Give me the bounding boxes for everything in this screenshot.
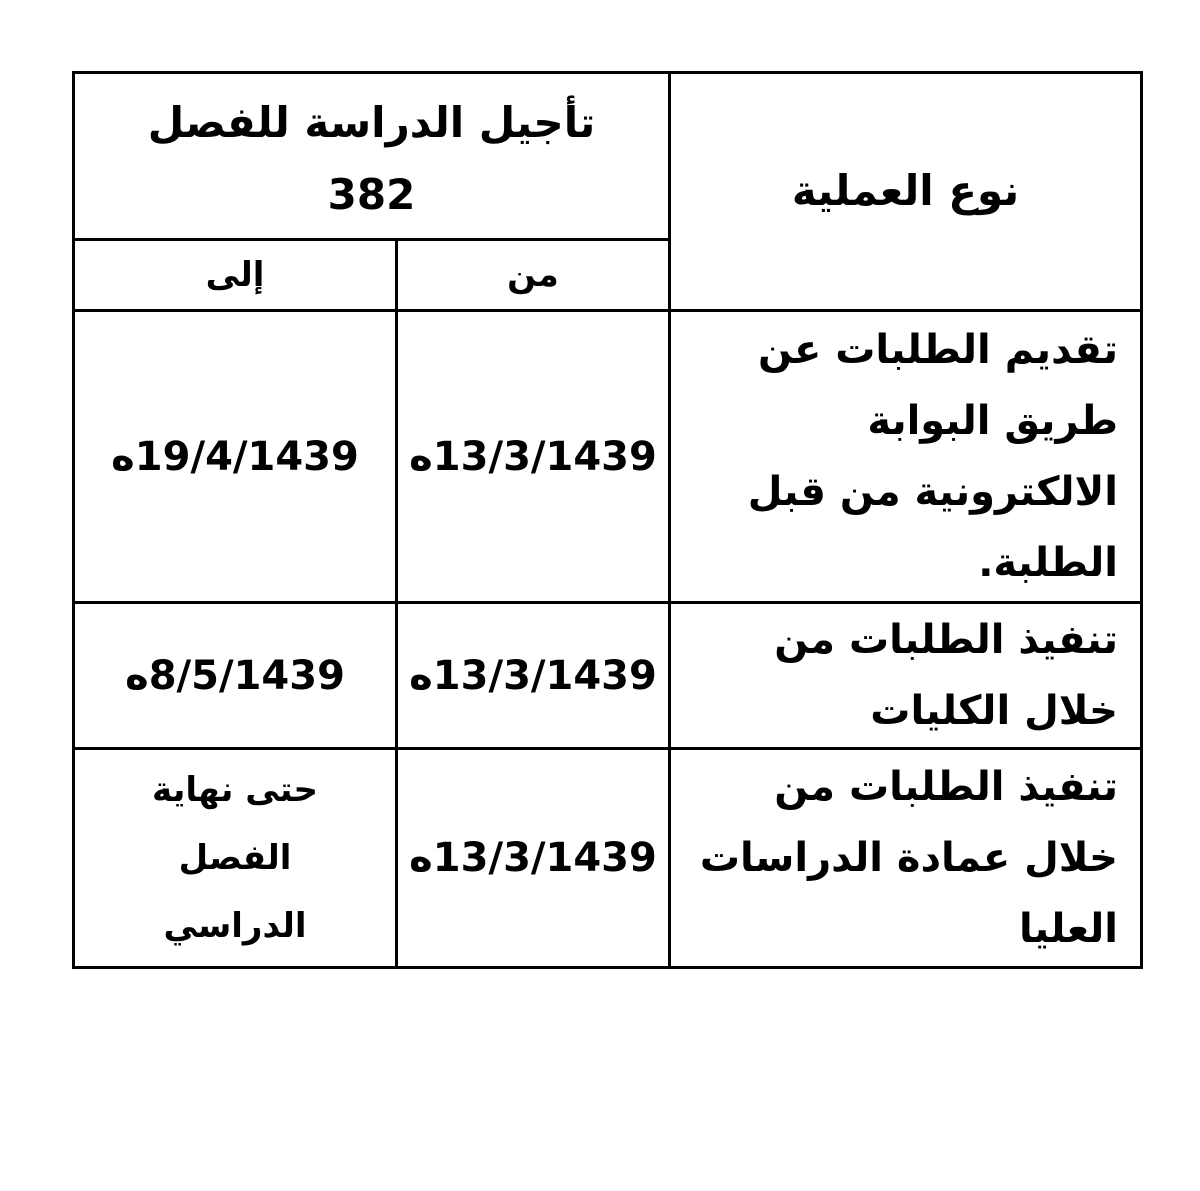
row2-from-date: 13/3/1439ه (409, 652, 657, 699)
row1-to-date: 19/4/1439ه (111, 433, 359, 480)
row1-operation-line1: تقديم الطلبات عن (757, 326, 1118, 373)
row1-operation-line2: طريق البوابة (867, 397, 1118, 444)
schedule-table (72, 71, 1143, 969)
operation-type-label: نوع العملية (791, 165, 1020, 215)
header-from (398, 241, 668, 309)
row2-operation (671, 604, 1140, 747)
row3-operation-line3: العليا (1019, 905, 1118, 952)
header-to (75, 241, 395, 309)
row1-from-date: 13/3/1439ه (409, 433, 657, 480)
header-title (75, 79, 668, 238)
row1-operation-line3: الالكترونية من قبل (747, 468, 1118, 515)
header-title-line1: تأجيل الدراسة للفصل (147, 97, 596, 147)
header-title-line2: 382 (327, 169, 416, 219)
row2-to (75, 604, 395, 747)
table-border-bottom (72, 966, 1143, 969)
row2-to-date: 8/5/1439ه (125, 652, 345, 699)
row3-to (75, 750, 395, 966)
row2-operation-line2: خلال الكليات (870, 687, 1118, 734)
row3-to-line1: حتى نهاية (152, 770, 318, 810)
row1-operation (671, 312, 1140, 601)
row3-to-line2: الفصل (178, 838, 292, 878)
row3-operation-line1: تنفيذ الطلبات من (774, 763, 1118, 810)
row3-operation-line2: خلال عمادة الدراسات (699, 834, 1118, 881)
row3-operation (671, 750, 1140, 966)
from-label: من (507, 255, 559, 295)
row3-to-line3: الدراسي (163, 906, 307, 946)
table-border-right (1140, 71, 1143, 969)
row1-from (398, 312, 668, 601)
row2-operation-line1: تنفيذ الطلبات من (774, 616, 1118, 663)
row3-from (398, 750, 668, 966)
row2-from (398, 604, 668, 747)
row3-from-date: 13/3/1439ه (409, 835, 657, 881)
row1-operation-line4: الطلبة. (978, 539, 1118, 586)
row1-to (75, 312, 395, 601)
header-operation-type (671, 71, 1140, 309)
to-label: إلى (205, 255, 265, 295)
